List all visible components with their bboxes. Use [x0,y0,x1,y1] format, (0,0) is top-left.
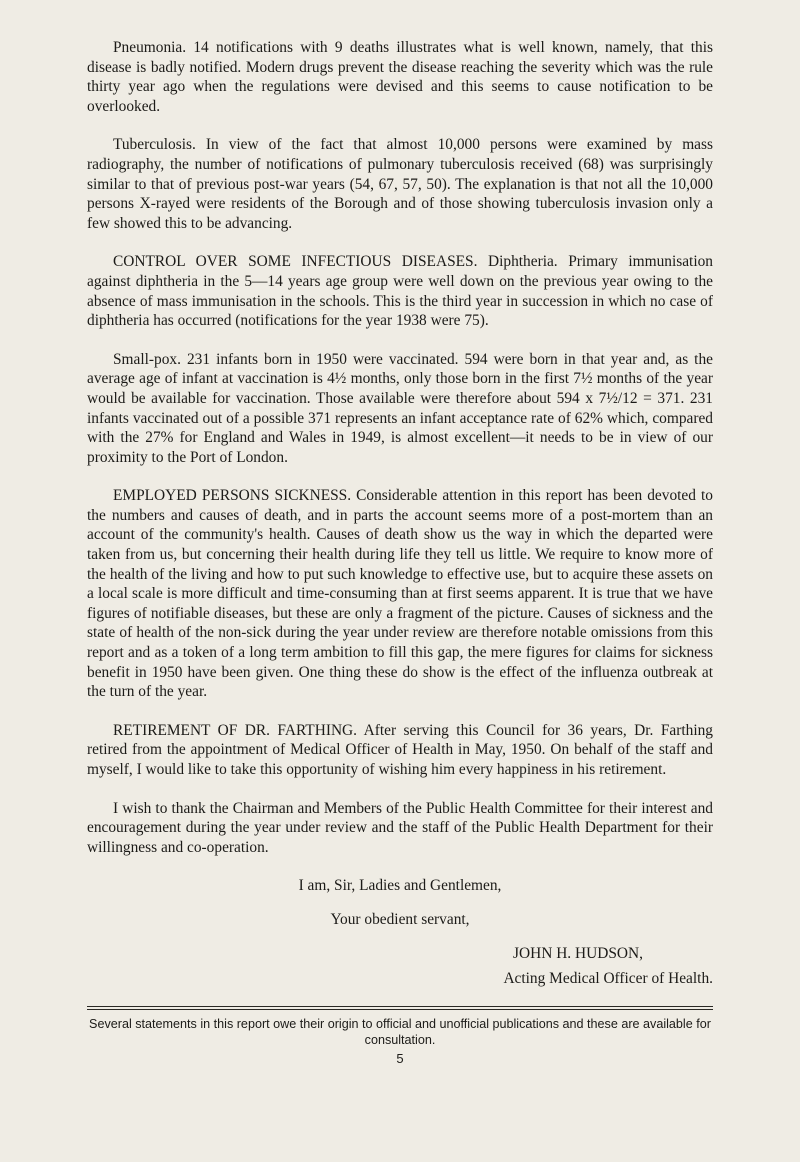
signatory-title: Acting Medical Officer of Health. [503,970,713,988]
paragraph-small-pox: Small-pox. 231 infants born in 1950 were vaccinated. 594 were born in that year and, as the average age of infant at vaccination is 4½ months, only those born in the first 7½ months of the year would be available for vaccination. Those available were therefore about 594 x 7½/12 = 371. 231 infants vaccinated out of a possible 371 represents an infant acceptance rate of 62% which, compared with the 27% for England and Wales in 1949, is almost excellent—it needs to be in view of our proximity to the Port of London. [87,350,713,466]
footnote-rule-bottom [87,1009,713,1010]
paragraph-pneumonia: Pneumonia. 14 notifications with 9 deaths illustrates what is well known, namely, that this disease is badly notified. Modern drugs prevent the disease reaching the severity which was the rule thirty year ago when the regulations were devised and this seems to cause notification to be overlooked. [87,39,713,115]
footnote-rule-top [87,1006,713,1007]
closing-valediction: Your obedient servant, [330,910,470,928]
footnote: Several statements in this report owe their origin to official and unofficial publications and these are available for consultation. [89,1017,711,1047]
paragraph-retirement: RETIREMENT OF DR. FARTHING. After serving this Council for 36 years, Dr. Farthing retired from the appointment of Medical Officer of Health in May, 1950. On behalf of the staff and myself, I would like to take this opportunity of wishing him every happiness in his retirement. [87,721,713,778]
paragraph-thanks: I wish to thank the Chairman and Members of the Public Health Committee for their interest and encouragement during the year under review and the staff of the Public Health Department for their willingness and co-operation. [87,799,713,856]
report-body [87,38,713,995]
paragraph-control-infectious-diseases: CONTROL OVER SOME INFECTIOUS DISEASES. Diphtheria. Primary immunisation against diphtheria in the 5—14 years age group were well down on the previous year owing to the absence of mass immunisation in the schools. This is the third year in succession in which no case of diphtheria has occurred (notifications for the year 1938 were 75). [87,253,713,330]
paragraph-employed-persons-sickness: EMPLOYED PERSONS SICKNESS. Considerable attention in this report has been devoted to the numbers and causes of death, and in parts the account seems more of a post-mortem than an account of the community's health. Causes of death show us the way in which the departed were taken from us, but concerning their health during life they tell us little. We require to know more of the health of the living and how to put such knowledge to effective use, but to acquire these assets on a local scale is more difficult and time-consuming than at first seems apparent. It is true that we have figures of notifiable diseases, but these are only a fragment of the picture. Causes of sickness and the state of health of the non-sick during the year under review are therefore notable omissions from this report and as a token of a long term ambition to fill this gap, the mere figures for claims for sickness benefit in 1950 have been given. One thing these do show is the effect of the influenza outbreak at the turn of the year. [87,487,713,701]
page-number: 5 [396,1051,404,1066]
closing-salutation: I am, Sir, Ladies and Gentlemen, [298,877,502,895]
paragraph-tuberculosis: Tuberculosis. In view of the fact that almost 10,000 persons were examined by mass radiography, the number of notifications of pulmonary tuberculosis received (68) was surprisingly similar to that of previous post-war years (54, 67, 57, 50). The explanation is that not all the 10,000 persons X-rayed were residents of the Borough and of those showing tuberculosis invasion only a few showed this to be advancing. [87,136,713,232]
signatory-name: JOHN H. HUDSON, [513,944,643,962]
